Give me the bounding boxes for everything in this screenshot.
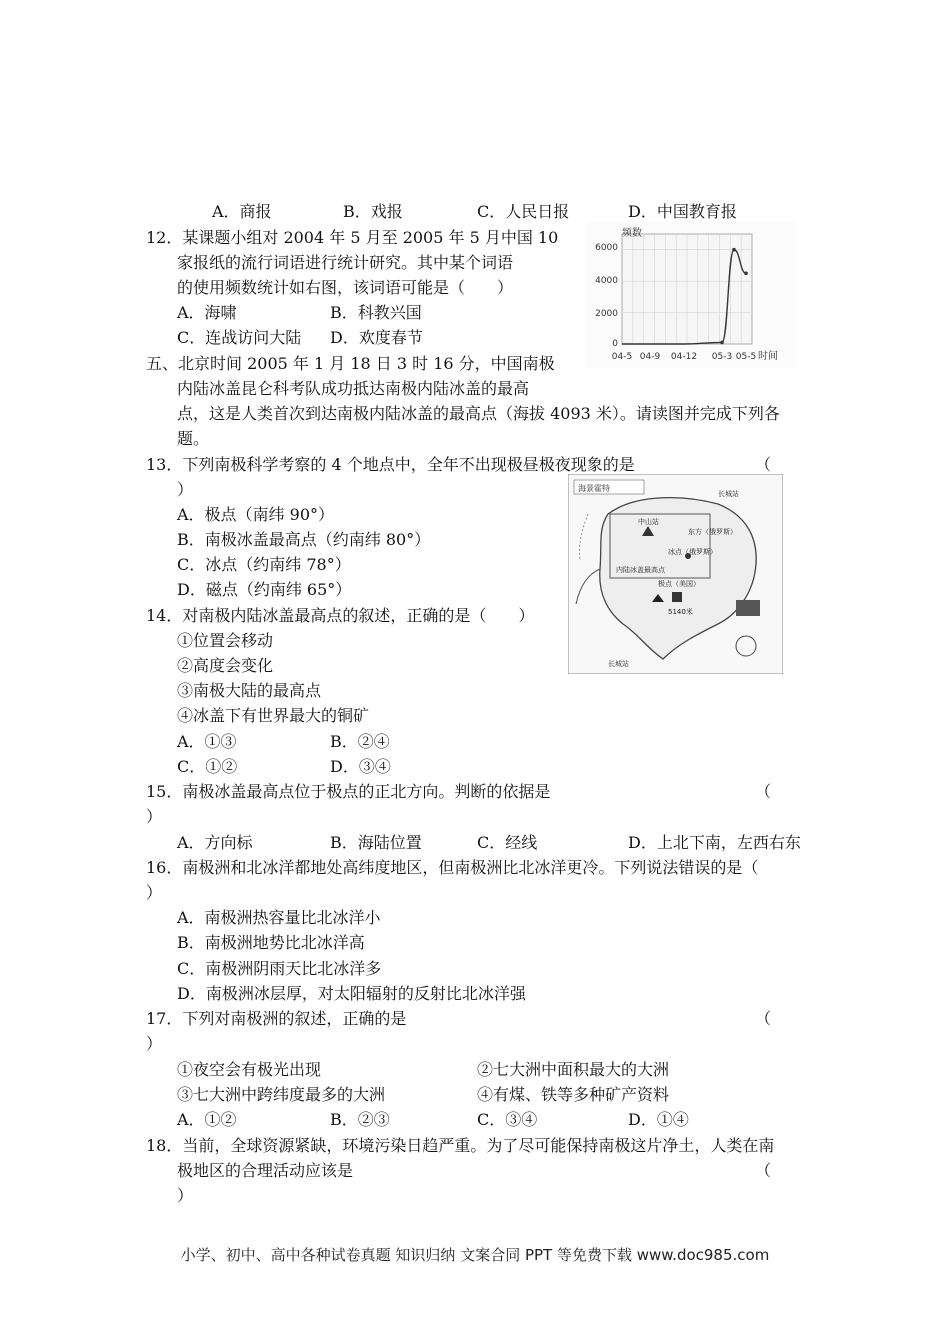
page-footer: 小学、初中、高中各种试卷真题 知识归纳 文案合同 PPT 等免费下载 www.doc985.com xyxy=(180,1246,770,1264)
q12-option-b: B．科教兴国 xyxy=(330,303,422,322)
map-label-dongfang: 东方（俄罗斯） xyxy=(688,528,737,536)
q17-option-b: B．②③ xyxy=(330,1110,390,1129)
q18-paren-open: （ xyxy=(755,1161,772,1180)
q13-option-b: B．南极冰盖最高点（约南纬 80°） xyxy=(177,530,431,549)
q17-paren-close: ） xyxy=(146,1034,163,1053)
q14-option-b: B．②④ xyxy=(330,732,390,751)
q18-stem-line-2: 极地区的合理活动应该是 xyxy=(177,1161,354,1180)
map-label-hydrate: 海景霍特 xyxy=(578,484,610,493)
q16-paren-close: ） xyxy=(146,883,163,902)
q13-option-a: A．极点（南纬 90°） xyxy=(177,505,335,524)
antarctica-map xyxy=(568,474,783,674)
map-label-5140: 5140米 xyxy=(668,608,693,616)
map-label-changcheng-top: 长城站 xyxy=(718,490,739,498)
q11-option-c: C．人民日报 xyxy=(477,202,570,221)
q11-option-d: D．中国教育报 xyxy=(628,202,737,221)
q17-option-c: C．③④ xyxy=(477,1110,538,1129)
q16-stem: 16．南极洲和北冰洋都地处高纬度地区，但南极洲比北冰洋更冷。下列说法错误的是（ xyxy=(146,858,759,877)
q14-item-1: ①位置会移动 xyxy=(177,631,274,650)
section5-line-4: 题。 xyxy=(177,429,210,448)
q14-option-c: C．①② xyxy=(177,757,238,776)
q13-option-c: C．冰点（约南纬 78°） xyxy=(177,555,351,574)
chart-ytick-2000: 2000 xyxy=(595,309,618,319)
flag-icon xyxy=(736,600,760,616)
q13-paren-open: （ xyxy=(755,455,772,474)
q12-option-d: D．欢度春节 xyxy=(330,328,423,347)
chart-x-label: 时间 xyxy=(758,351,778,362)
q17-item-4: ④有煤、铁等多种矿产资料 xyxy=(477,1085,670,1104)
q14-option-a: A．①③ xyxy=(177,732,237,751)
q15-option-c: C．经线 xyxy=(477,833,538,852)
q16-option-b: B．南极洲地势比北冰洋高 xyxy=(177,933,365,952)
chart-xtick-04-12: 04-12 xyxy=(670,352,698,362)
map-label-changcheng-bottom: 长城站 xyxy=(608,660,629,668)
q17-stem: 17．下列对南极洲的叙述，正确的是 xyxy=(146,1009,407,1028)
q13-paren-close: ） xyxy=(177,480,194,499)
chart-data-point xyxy=(744,271,748,275)
chart-xtick-05-5: 05-5 xyxy=(735,352,757,362)
section5-line-3: 点，这是人类首次到达南极内陆冰盖的最高点（海拔 4093 米）。请读图并完成下列各 xyxy=(177,404,780,423)
q11-option-a: A．商报 xyxy=(212,202,272,221)
chart-data-point xyxy=(720,341,724,345)
q17-item-2: ②七大洲中面积最大的大洲 xyxy=(477,1060,670,1079)
q16-option-c: C．南极洲阴雨天比北冰洋多 xyxy=(177,959,382,978)
map-label-bingdian: 冰点（俄罗斯） xyxy=(668,548,717,556)
section5-line-1: 五、北京时间 2005 年 1 月 18 日 3 时 16 分，中国南极 xyxy=(146,354,555,373)
q15-paren-open: （ xyxy=(755,782,772,801)
chart-y-label: 频数 xyxy=(622,228,642,239)
q14-item-4: ④冰盖下有世界最大的铜矿 xyxy=(177,706,370,725)
q18-stem-line-1: 18．当前，全球资源紧缺，环境污染日趋严重。为了尽可能保持南极这片净土，人类在南 xyxy=(146,1136,775,1155)
chart-xtick-04-9: 04-9 xyxy=(639,352,661,362)
q15-paren-close: ） xyxy=(146,807,163,826)
chart-ytick-4000: 4000 xyxy=(595,276,618,286)
q16-option-d: D．南极洲冰层厚，对太阳辐射的反射比北冰洋强 xyxy=(177,984,526,1003)
section5-line-2: 内陆冰盖昆仑科考队成功抵达南极内陆冰盖的最高 xyxy=(177,379,530,398)
q11-option-b: B．戏报 xyxy=(343,202,403,221)
map-label-highest-point: 内陆冰盖最高点 xyxy=(616,566,665,574)
chart-data-point xyxy=(732,248,736,252)
q14-option-d: D．③④ xyxy=(330,757,391,776)
map-label-jidian: 极点（美国） xyxy=(658,580,700,588)
q13-option-d: D．磁点（约南纬 65°） xyxy=(177,580,352,599)
chart-ytick-0: 0 xyxy=(612,339,618,349)
chart-ytick-6000: 6000 xyxy=(595,243,618,253)
q12-option-c: C．连战访问大陆 xyxy=(177,328,302,347)
q14-item-2: ②高度会变化 xyxy=(177,656,274,675)
q17-item-1: ①夜空会有极光出现 xyxy=(177,1060,322,1079)
q15-option-a: A．方向标 xyxy=(177,833,253,852)
q18-paren-close: ） xyxy=(177,1186,194,1205)
q17-paren-open: （ xyxy=(755,1009,772,1028)
q12-option-a: A．海啸 xyxy=(177,303,237,322)
q17-option-d: D．①④ xyxy=(628,1110,689,1129)
q15-stem: 15．南极冰盖最高点位于极点的正北方向。判断的依据是 xyxy=(146,782,551,801)
q17-item-3: ③七大洲中跨纬度最多的大洲 xyxy=(177,1085,386,1104)
q15-option-b: B．海陆位置 xyxy=(330,833,422,852)
q12-stem-line-1: 12．某课题小组对 2004 年 5 月至 2005 年 5 月中国 10 xyxy=(146,228,559,247)
square-marker-icon xyxy=(672,592,682,602)
q12-stem-line-3: 的使用频数统计如右图，该词语可能是（ ） xyxy=(177,278,514,297)
map-label-zhongshan: 中山站 xyxy=(638,518,659,526)
chart-xtick-04-5: 04-5 xyxy=(611,352,633,362)
q15-option-d: D．上北下南，左西右东 xyxy=(628,833,801,852)
q12-stem-line-2: 家报纸的流行词语进行统计研究。其中某个词语 xyxy=(177,253,514,272)
q16-option-a: A．南极洲热容量比北冰洋小 xyxy=(177,908,381,927)
chart-xtick-05-3: 05-3 xyxy=(711,352,733,362)
q14-stem: 14．对南极内陆冰盖最高点的叙述，正确的是（ ） xyxy=(146,606,535,625)
q17-option-a: A．①② xyxy=(177,1110,237,1129)
q14-item-3: ③南极大陆的最高点 xyxy=(177,681,322,700)
frequency-chart xyxy=(586,222,796,368)
q13-stem: 13．下列南极科学考察的 4 个地点中，全年不出现极昼极夜现象的是 xyxy=(146,455,635,474)
